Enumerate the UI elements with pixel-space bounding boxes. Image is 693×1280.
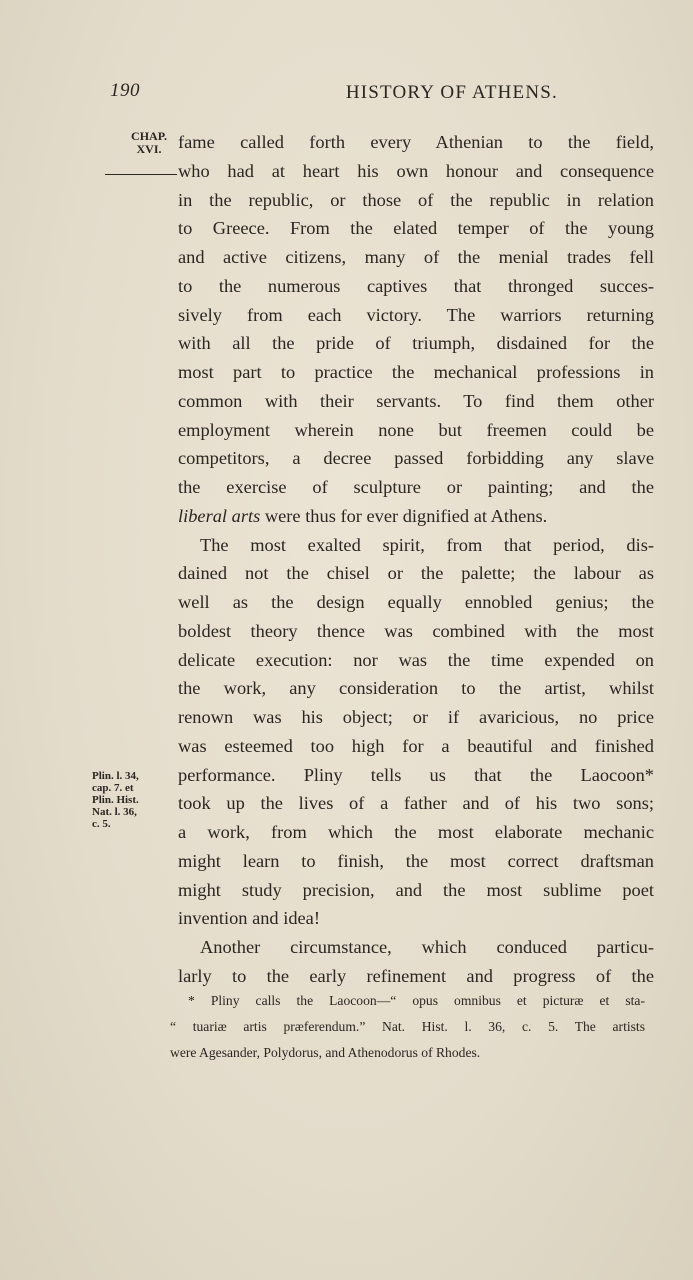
text-line: the exercise of sculpture or painting; and the <box>178 477 654 497</box>
text-line: employment wherein none but freemen could be <box>178 419 654 440</box>
text-line: performance. Pliny tells us that the Laocoon* <box>178 764 654 785</box>
chapter-marker <box>120 130 178 156</box>
text-fragment: were thus for ever dignified at Athens. <box>260 505 548 526</box>
page-number: 190 <box>110 80 140 101</box>
text-line: to the numerous captives that thronged succes- <box>178 275 654 296</box>
text-line: renown was his object; or if avaricious, no price <box>178 707 654 727</box>
text-line: dained not the chisel or the palette; the labour as <box>178 563 654 584</box>
text-line: might learn to finish, the most correct draftsman <box>178 850 654 871</box>
text-line: to Greece. From the elated temper of the young <box>178 218 654 239</box>
text-line: boldest theory thence was combined with the most <box>178 620 654 641</box>
running-title: HISTORY OF ATHENS. <box>345 82 558 103</box>
text-line: took up the lives of a father and of his two sons; <box>178 793 654 814</box>
footnote-line: were Agesander, Polydorus, and Athenodorus of Rhodes. <box>170 1045 481 1060</box>
text-line: well as the design equally ennobled genius; the <box>178 592 654 612</box>
citation-line: Plin. l. 34, <box>92 770 139 782</box>
margin-citation <box>92 770 164 830</box>
page-header <box>110 80 558 110</box>
text-line: might study precision, and the most sublime poet <box>178 879 654 900</box>
text-line: was esteemed too high for a beautiful and finished <box>178 735 654 756</box>
chapter-label: CHAP. <box>131 129 167 143</box>
citation-line: c. 5. <box>92 818 111 830</box>
text-line: sively from each victory. The warriors returning <box>178 304 654 325</box>
text-line: larly to the early refinement and progress of the <box>178 965 654 986</box>
text-line: and active citizens, many of the menial trades fell <box>178 247 654 267</box>
citation-line: cap. 7. et <box>92 782 134 794</box>
text-line: competitors, a decree passed forbidding any slave <box>178 448 654 469</box>
text-line: Another circumstance, which conduced particu- <box>200 937 654 957</box>
footnote-line: * Pliny calls the Laocoon—“ opus omnibus et picturæ et sta- <box>188 993 645 1008</box>
citation-line: Nat. l. 36, <box>92 806 137 818</box>
text-line: the work, any consideration to the artist, whilst <box>178 678 654 699</box>
text-line: with all the pride of triumph, disdained for the <box>178 333 654 354</box>
text-line: in the republic, or those of the republic in relation <box>178 189 654 210</box>
text-line <box>178 502 654 531</box>
text-line: The most exalted spirit, from that period, dis- <box>200 534 654 555</box>
italic-phrase: liberal arts <box>178 505 261 526</box>
footnote <box>170 988 645 1066</box>
body-text <box>178 128 654 991</box>
text-line: common with their servants. To find them other <box>178 390 654 411</box>
text-line: most part to practice the mechanical professions in <box>178 362 654 382</box>
text-line: fame called forth every Athenian to the field, <box>178 132 654 152</box>
chapter-number: XVI. <box>136 142 162 156</box>
text-line: a work, from which the most elaborate mechanic <box>178 822 654 842</box>
text-line: invention and idea! <box>178 908 320 929</box>
text-line: delicate execution: nor was the time expended on <box>178 649 654 670</box>
chapter-rule <box>105 174 177 175</box>
citation-line: Plin. Hist. <box>92 794 139 806</box>
text-line: who had at heart his own honour and consequence <box>178 160 654 181</box>
footnote-line: “ tuariæ artis præferendum.” Nat. Hist. l. 36, c. 5. The artists <box>170 1019 645 1034</box>
